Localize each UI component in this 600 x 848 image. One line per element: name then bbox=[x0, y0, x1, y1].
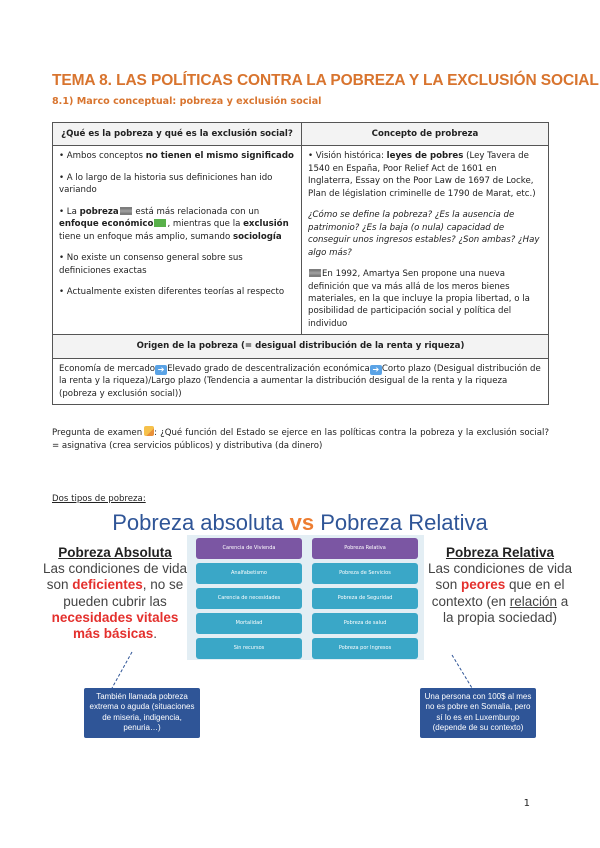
row2-cell: Economía de mercado ➔ Elevado grado de descentralización económica ➔ Corto plazo (Desigual distribución de la renta y la riqueza)/Largo plazo (Tendencia a aumentar la distribución desigual de la renta y la riqueza (pobreza y exclusión social)) bbox=[53, 358, 549, 404]
card-right-5: Pobreza por Ingresos bbox=[312, 638, 418, 659]
col2-questions: ¿Cómo se define la pobreza? ¿Es la ausencia de patrimonio? ¿Es la baja (o nula) capacidad de conseguir unos ingresos estables? ¿Son ambas? ¿Hay algo más? bbox=[308, 210, 540, 258]
col2-point-1: • Visión histórica: leyes de pobres (Ley Tavera de 1540 en España, Poor Relief Act de 1601 en Inglaterra, Essay on the Poor Law de 1697 de Locke, Plan de législation criminelle de 1790 de Marat, etc.) bbox=[308, 151, 536, 199]
card-right-3: Pobreza de Seguridad bbox=[312, 588, 418, 609]
col1-point-2: • A lo largo de la historia sus definiciones han ido variando bbox=[59, 172, 273, 196]
card-left-3: Carencia de necesidades bbox=[196, 588, 302, 609]
card-left-4: Mortalidad bbox=[196, 613, 302, 634]
row2-header: Origen de la pobreza (= desigual distribución de la renta y riqueza) bbox=[53, 335, 549, 358]
col1-point-1: • Ambos conceptos no tienen el mismo significado bbox=[59, 151, 294, 162]
absolute-poverty-heading: Pobreza Absoluta bbox=[58, 545, 172, 560]
col1-point-4: • No existe un consenso general sobre sus definiciones exactas bbox=[59, 253, 243, 276]
section-subtitle: 8.1) Marco conceptual: pobreza y exclusión social bbox=[52, 96, 322, 107]
title-text: TEMA 8. LAS POLÍTICAS CONTRA LA POBREZA Y LA EXCLUSIÓN SOCIAL bbox=[52, 72, 599, 89]
col2-header: Concepto de probreza bbox=[302, 123, 549, 146]
card-left-1: Carencia de Vivienda bbox=[196, 538, 302, 559]
card-left-5: Sin recursos bbox=[196, 638, 302, 659]
figure-title: Pobreza absoluta vs Pobreza Relativa bbox=[112, 510, 488, 535]
col1-point-5: • Actualmente existen diferentes teorías al respecto bbox=[59, 287, 285, 298]
absolute-poverty-callout: También llamada pobreza extrema o aguda (situaciones de miseria, indigencia, penuria…) bbox=[84, 688, 200, 738]
arrow-right-icon: ➔ bbox=[155, 365, 167, 375]
relative-poverty-box: Pobreza Relativa Las condiciones de vida son peores que en el contexto (en relación a la propia sociedad) bbox=[425, 545, 575, 626]
col1-point-3: • La pobreza está más relacionada con un enfoque económico , mientras que la exclusión tiene un enfoque más amplio, sumando sociología bbox=[59, 206, 289, 242]
absolute-poverty-box: Pobreza Absoluta Las condiciones de vida son deficientes, no se pueden cubrir las necesidades vitales más básicas. bbox=[40, 545, 190, 642]
arrow-right-icon: ➔ bbox=[370, 365, 382, 375]
col2-point-3: En 1992, Amartya Sen propone una nueva definición que va más allá de los meros bienes materiales, en la que incluye la propia libertad, o la posibilidad de participación social y política del individuo bbox=[308, 269, 530, 329]
card-right-2: Pobreza de Servicios bbox=[312, 563, 418, 584]
two-types-heading: Dos tipos de pobreza: bbox=[52, 494, 146, 504]
relative-poverty-callout: Una persona con 100$ al mes no es pobre en Somalia, pero sí lo es en Luxemburgo (depende de su contexto) bbox=[420, 688, 536, 738]
card-right-1: Pobreza Relativa bbox=[312, 538, 418, 559]
exam-question: Pregunta de examen : ¿Qué función del Estado se ejerce en las políticas contra la pobreza y la exclusión social?= asignativa (crea servicios públicos) y distributiva (da dinero) bbox=[52, 428, 549, 452]
relative-poverty-heading: Pobreza Relativa bbox=[445, 545, 555, 560]
col1-header: ¿Qué es la pobreza y qué es la exclusión social? bbox=[53, 123, 302, 146]
card-right-4: Pobreza de salud bbox=[312, 613, 418, 634]
page-number: 1 bbox=[523, 798, 530, 809]
card-left-2: Analfabetismo bbox=[196, 563, 302, 584]
